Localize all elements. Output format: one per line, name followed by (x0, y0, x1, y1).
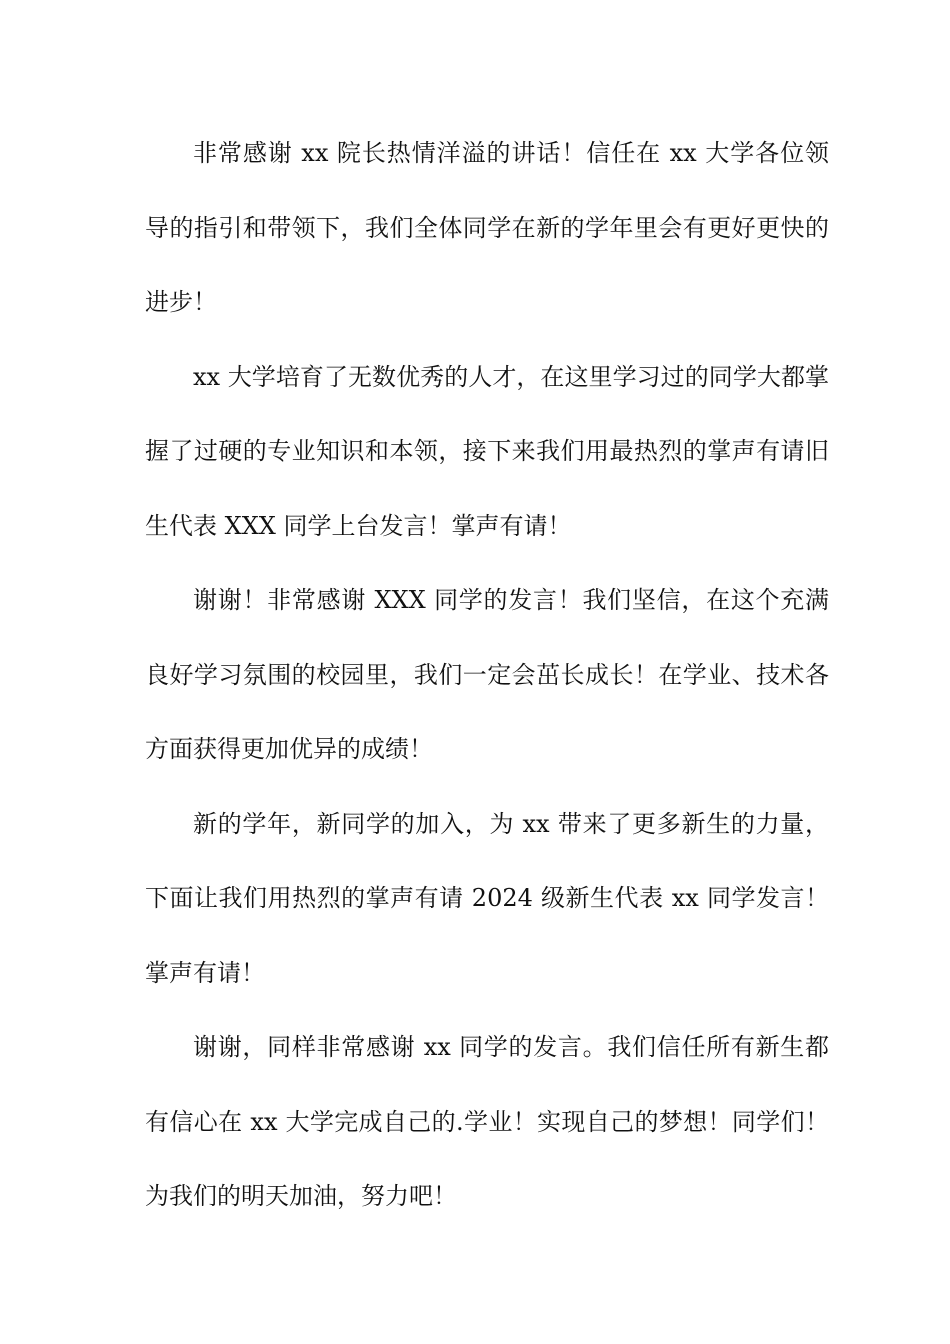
paragraph-5: 谢谢，同样非常感谢 xx 同学的发言。我们信任所有新生都有信心在 xx 大学完成自己的.学业！实现自己的梦想！同学们！为我们的明天加油，努力吧！ (145, 1033, 829, 1210)
document-body (145, 116, 829, 1234)
paragraph-1: 非常感谢 xx 院长热情洋溢的讲话！信任在 xx 大学各位领导的指引和带领下，我们全体同学在新的学年里会有更好更快的进步！ (145, 139, 829, 316)
paragraph-4: 新的学年，新同学的加入，为 xx 带来了更多新生的力量，下面让我们用热烈的掌声有请 2024 级新生代表 xx 同学发言！掌声有请！ (145, 809, 829, 987)
paragraph-3: 谢谢！非常感谢 XXX 同学的发言！我们坚信，在这个充满良好学习氛围的校园里，我们一定会茁长成长！在学业、技术各方面获得更加优异的成绩！ (145, 586, 829, 763)
paragraph-2: xx 大学培育了无数优秀的人才，在这里学习过的同学大都掌握了过硬的专业知识和本领，接下来我们用最热烈的掌声有请旧生代表 XXX 同学上台发言！掌声有请！ (145, 362, 829, 540)
